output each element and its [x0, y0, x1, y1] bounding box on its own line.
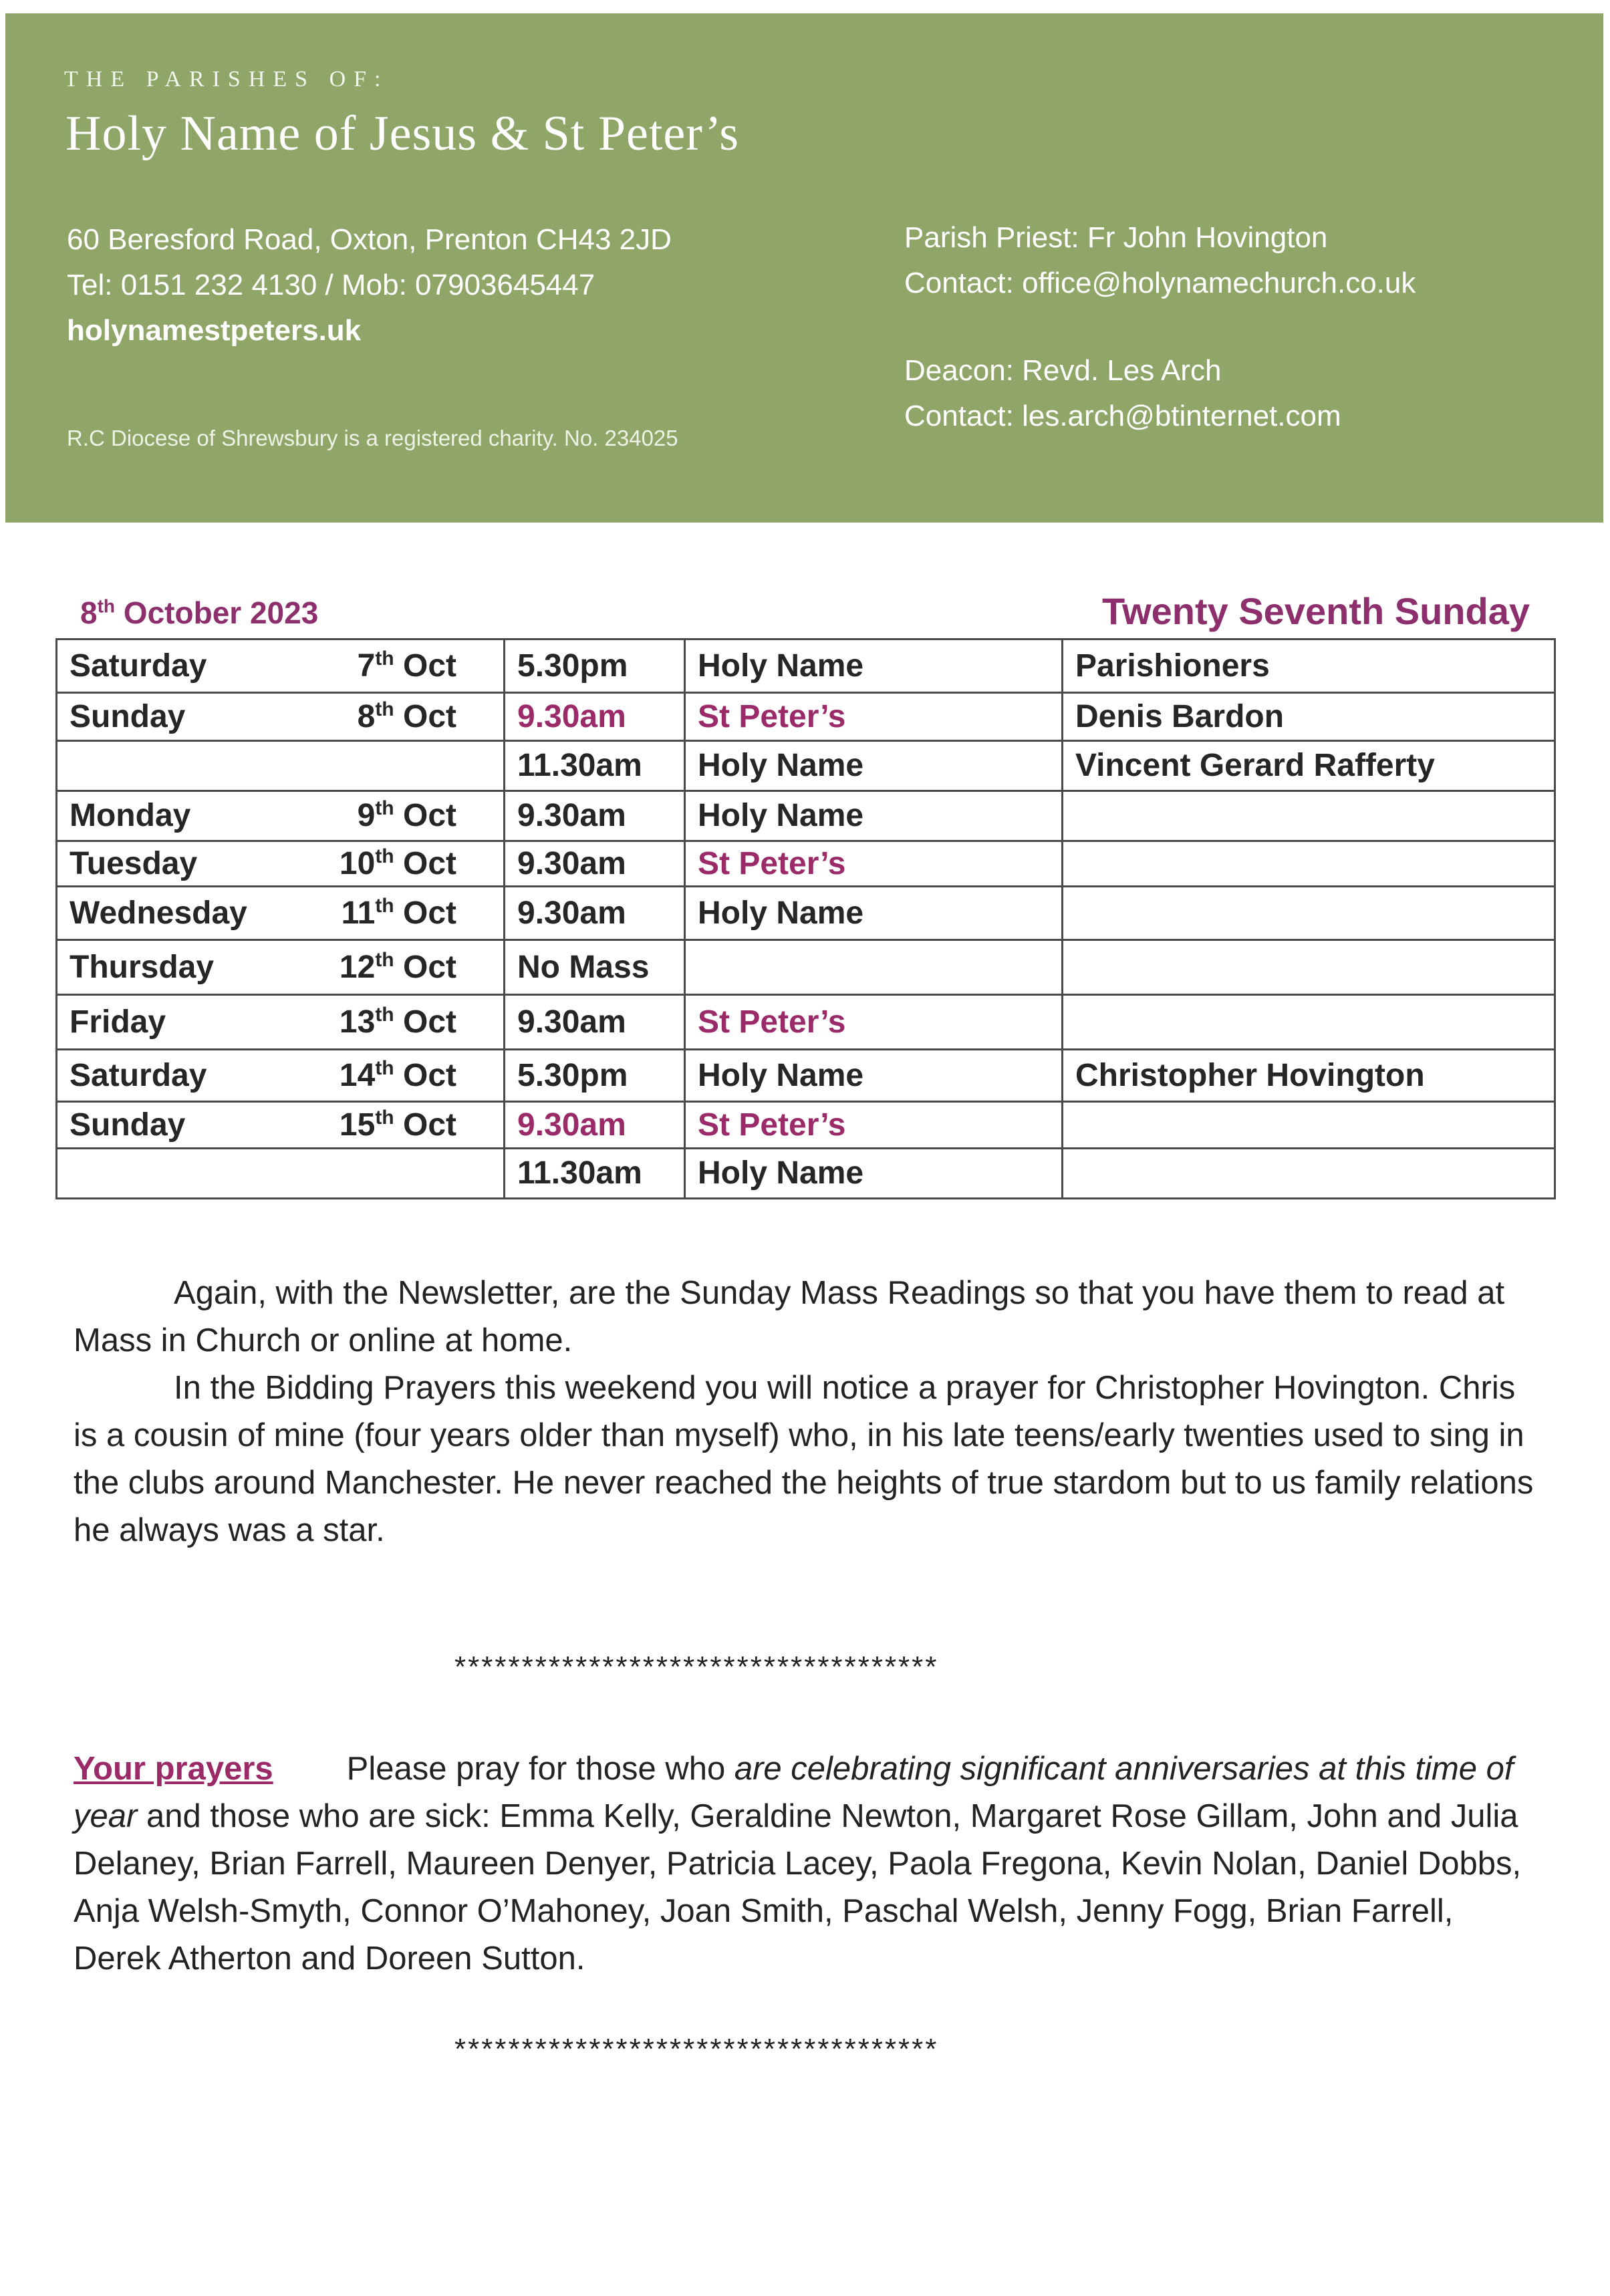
mass-time: 9.30am	[505, 1102, 685, 1149]
mass-intention: Christopher Hovington	[1063, 1050, 1555, 1102]
mass-day: Saturday	[57, 1050, 277, 1102]
mass-intention	[1063, 995, 1555, 1050]
mass-time: 5.30pm	[505, 639, 685, 693]
mass-day	[57, 741, 277, 791]
separator: ************************************	[454, 1651, 939, 1683]
mass-date: 10th Oct	[277, 841, 505, 887]
separator: ************************************	[454, 2033, 939, 2065]
mass-row	[57, 639, 1555, 693]
mass-row	[57, 1102, 1555, 1149]
mass-church: Holy Name	[685, 639, 1063, 693]
parishes-kicker: THE PARISHES OF:	[64, 67, 389, 92]
mass-date: 8th Oct	[277, 693, 505, 741]
header-banner	[5, 13, 1603, 523]
mass-church: St Peter’s	[685, 995, 1063, 1050]
mass-intention	[1063, 940, 1555, 995]
mass-date: 9th Oct	[277, 791, 505, 841]
phone: Tel: 0151 232 4130 / Mob: 07903645447	[67, 269, 595, 301]
mass-intention	[1063, 1149, 1555, 1199]
mass-day: Thursday	[57, 940, 277, 995]
mass-church: Holy Name	[685, 887, 1063, 940]
mass-time: 5.30pm	[505, 1050, 685, 1102]
mass-time: 9.30am	[505, 887, 685, 940]
paragraph-bidding-prayers: In the Bidding Prayers this weekend you will notice a prayer for Christopher Hovington. Chris is a cousin of mine (four years older than myself) who, in his late teens/early twenties used to sing in the clubs around Manchester. He never reached the heights of true stardom but to us family relations he always was a star.	[74, 1370, 1534, 1548]
charity-notice: R.C Diocese of Shrewsbury is a registered charity. No. 234025	[67, 426, 678, 450]
mass-time: 9.30am	[505, 995, 685, 1050]
mass-intention: Denis Bardon	[1063, 693, 1555, 741]
address: 60 Beresford Road, Oxton, Prenton CH43 2JD	[67, 223, 672, 256]
parish-name: Holy Name of Jesus & St Peter’s	[65, 106, 739, 161]
paragraph-readings: Again, with the Newsletter, are the Sunday Mass Readings so that you have them to read at Mass in Church or online at home.	[74, 1275, 1505, 1358]
parish-priest: Parish Priest: Fr John Hovington	[904, 221, 1328, 254]
mass-intention	[1063, 887, 1555, 940]
bulletin-date: 8th October 2023	[80, 595, 319, 630]
mass-church	[685, 940, 1063, 995]
address-block	[67, 217, 672, 353]
mass-church: Holy Name	[685, 1149, 1063, 1199]
mass-intention	[1063, 841, 1555, 887]
prayers-paragraph: Your prayers Please pray for those who are celebrating significant anniversaries at this time of year and those who are sick: Emma Kelly, Geraldine Newton, Margaret Rose Gillam, John and Julia Delaney, Brian Farrell, Maureen Denyer, Patricia Lacey, Paola Fregona, Kevin Nolan, Daniel Dobbs, Anja Welsh-Smyth, Connor O’Mahoney, Joan Smith, Paschal Welsh, Jenny Fogg, Brian Farrell, Derek Atherton and Doreen Sutton.	[74, 1751, 1522, 1977]
clergy-block	[904, 215, 1416, 439]
mass-intention: Vincent Gerard Rafferty	[1063, 741, 1555, 791]
mass-row	[57, 741, 1555, 791]
mass-date: 15th Oct	[277, 1102, 505, 1149]
mass-church: St Peter’s	[685, 841, 1063, 887]
mass-row	[57, 1149, 1555, 1199]
mass-day	[57, 1149, 277, 1199]
mass-date: 13th Oct	[277, 995, 505, 1050]
newsletter-text	[74, 1270, 1544, 1554]
mass-church: St Peter’s	[685, 1102, 1063, 1149]
mass-church: St Peter’s	[685, 693, 1063, 741]
priest-contact[interactable]: Contact: office@holynamechurch.co.uk	[904, 267, 1416, 299]
mass-row	[57, 841, 1555, 887]
mass-date: 7th Oct	[277, 639, 505, 693]
mass-date: 12th Oct	[277, 940, 505, 995]
mass-row	[57, 693, 1555, 741]
mass-time: 11.30am	[505, 1149, 685, 1199]
mass-row	[57, 1050, 1555, 1102]
mass-date: 11th Oct	[277, 887, 505, 940]
mass-date: 14th Oct	[277, 1050, 505, 1102]
mass-day: Sunday	[57, 1102, 277, 1149]
mass-date	[277, 741, 505, 791]
mass-day: Wednesday	[57, 887, 277, 940]
prayers-label: Your prayers	[74, 1751, 273, 1787]
mass-row	[57, 940, 1555, 995]
mass-row	[57, 791, 1555, 841]
deacon-contact[interactable]: Contact: les.arch@btinternet.com	[904, 400, 1341, 432]
mass-time: No Mass	[505, 940, 685, 995]
website-link[interactable]: holynamestpeters.uk	[67, 314, 362, 347]
mass-day: Tuesday	[57, 841, 277, 887]
mass-time: 9.30am	[505, 791, 685, 841]
mass-date	[277, 1149, 505, 1199]
mass-day: Monday	[57, 791, 277, 841]
mass-time: 9.30am	[505, 841, 685, 887]
mass-row	[57, 887, 1555, 940]
liturgical-sunday: Twenty Seventh Sunday	[1102, 590, 1530, 632]
mass-day: Saturday	[57, 639, 277, 693]
mass-time: 9.30am	[505, 693, 685, 741]
mass-time: 11.30am	[505, 741, 685, 791]
mass-church: Holy Name	[685, 1050, 1063, 1102]
mass-intention: Parishioners	[1063, 639, 1555, 693]
mass-day: Friday	[57, 995, 277, 1050]
mass-row	[57, 995, 1555, 1050]
mass-church: Holy Name	[685, 791, 1063, 841]
mass-church: Holy Name	[685, 741, 1063, 791]
mass-intention	[1063, 1102, 1555, 1149]
prayers-section	[74, 1745, 1544, 1983]
mass-intention	[1063, 791, 1555, 841]
mass-day: Sunday	[57, 693, 277, 741]
deacon: Deacon: Revd. Les Arch	[904, 354, 1222, 387]
mass-schedule-table	[55, 638, 1556, 1199]
